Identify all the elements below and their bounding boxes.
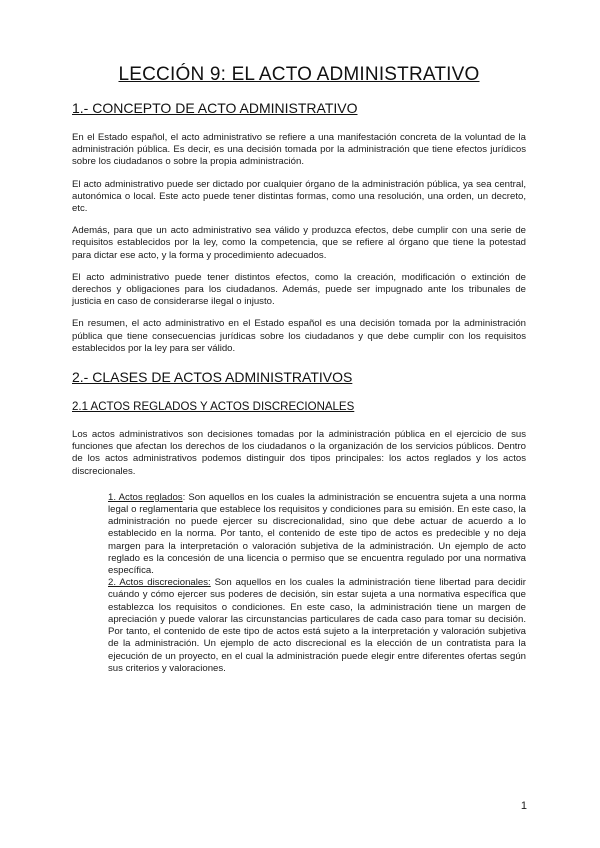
page-title: LECCIÓN 9: EL ACTO ADMINISTRATIVO <box>118 64 480 85</box>
page-number: 1 <box>520 800 527 812</box>
paragraph: Los actos administrativos son decisiones tomadas por la administración pública en el ejercicio de sus funciones que afectan los derechos de los ciudadanos o la organización de los servicios públicos. Dentro de los actos administrativos podemos distinguir dos tipos principales: los actos reglados y los actos discrecionales. <box>72 429 526 477</box>
list-item-text: Son aquellos en los cuales la administración tiene libertad para decidir cuándo y cómo ejercer sus poderes de decisión, sin estar sujeta a una normativa específica que establezca los requisitos o condiciones. En este caso, la administración tiene un margen de apreciación y puede valorar las circunstancias particulares de cada caso para tomar su decisión. Por tanto, el contenido de este tipo de actos está sujeto a la interpretación y valoración subjetiva de la administración. Un ejemplo de acto discrecional es la elección de un contratista para la ejecución de un proyecto, en el cual la administración puede elegir entre diferentes ofertas según sus criterios y valoraciones. <box>108 577 526 674</box>
section-2-1-subheading: 2.1 ACTOS REGLADOS Y ACTOS DISCRECIONALES <box>72 401 355 414</box>
list-item-text: : Son aquellos en los cuales la administración se encuentra sujeta a una norma legal o reglamentaria que establece los requisitos y condiciones para su emisión. En este caso, la administración no puede ejercer su discrecionalidad, sino que debe actuar de acuerdo a lo establecido en la norma. Por tanto, el contenido de este tipo de actos es predecible y no deja margen para la interpretación o valoración subjetiva de la administración. Un ejemplo de acto reglado es la concesión de una licencia o permiso que se encuentra regulado por una normativa específica. <box>108 491 526 577</box>
paragraph: El acto administrativo puede tener distintos efectos, como la creación, modificación o extinción de derechos y obligaciones para los ciudadanos. Además, puede ser impugnado ante los tribunales de justicia en caso de considerarse ilegal o injusto. <box>72 271 526 308</box>
acts-list <box>108 492 526 675</box>
section-2-heading: 2.- CLASES DE ACTOS ADMINISTRATIVOS <box>72 369 353 386</box>
list-item-title: 2. Actos discrecionales: <box>108 577 211 589</box>
list-item-actos-reglados <box>108 492 526 577</box>
list-item-actos-discrecionales <box>108 577 526 675</box>
section-1-heading: 1.- CONCEPTO DE ACTO ADMINISTRATIVO <box>72 100 358 116</box>
list-item-title: 1. Actos reglados <box>108 491 183 503</box>
document-page <box>72 64 526 675</box>
paragraph: Además, para que un acto administrativo sea válido y produzca efectos, debe cumplir con una serie de requisitos establecidos por la ley, como la competencia, que se refiere al órgano que tiene la potestad para dictar ese acto, y la forma y procedimiento adecuados. <box>72 225 526 261</box>
paragraph: En resumen, el acto administrativo en el Estado español es una decisión tomada por la administración pública que tiene consecuencias jurídicas sobre los ciudadanos y que debe cumplir con los requisitos establecidos por la ley para ser válido. <box>72 318 526 354</box>
paragraph: El acto administrativo puede ser dictado por cualquier órgano de la administración pública, ya sea central, autonómica o local. Este acto puede tener distintas formas, como una resolución, una orden, un decreto, etc. <box>72 178 526 215</box>
paragraph: En el Estado español, el acto administrativo se refiere a una manifestación concreta de la voluntad de la administración pública. Es decir, es una decisión tomada por la administración que tiene efectos jurídicos sobre los ciudadanos o sobre la propia administración. <box>72 132 526 168</box>
